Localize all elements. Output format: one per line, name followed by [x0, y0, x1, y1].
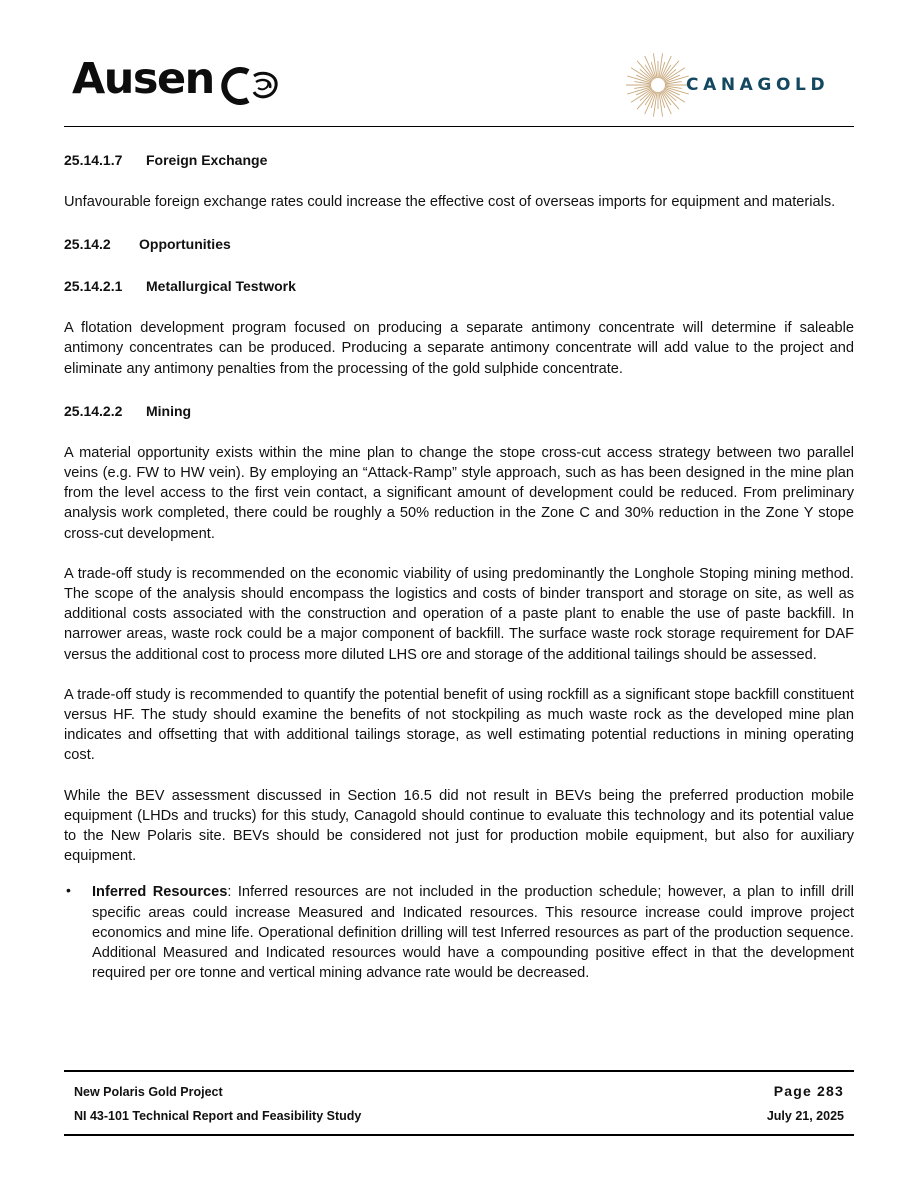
- bullet-body: : Inferred resources are not included in the production schedule; however, a plan to infill drill specific areas could increase Measured and Indicated resources. This resource increase could improve project economics and mine life. Operational definition drilling will test Inferred resources as part of the production sequence. Additional Measured and Indicated resources would have a compounding positive effect in that the development required per ore tonne and vertical mining advance rate would be decreased.: [92, 884, 854, 982]
- starburst-logo-icon: [624, 50, 694, 120]
- paragraph: A flotation development program focused on producing a separate antimony concentrate will determine if saleable antimony concentrates can be produced. Producing a separate antimony concentrate will add value to the project and eliminate any antimony penalties from the processing of the gold sulphide concentrate.: [64, 320, 854, 377]
- section-heading: [64, 234, 854, 254]
- footer-divider-top: [64, 1070, 854, 1072]
- section-title: Metallurgical Testwork: [146, 278, 296, 295]
- paragraph: Unfavourable foreign exchange rates could increase the effective cost of overseas imports for equipment and materials.: [64, 194, 836, 210]
- paragraph: A trade-off study is recommended on the economic viability of using predominantly the Longhole Stoping mining method. The scope of the analysis should encompass the logistics and costs of binder transport and storage on site, as well as additional costs associated with the construction and operation of a paste plant to enable the use of paste backfill. In narrower areas, waste rock could be a major component of backfill. The surface waste rock storage requirement for DAF versus the additional cost to process more diluted LHS ore and storage of the additional tailings should be assessed.: [64, 565, 854, 663]
- footer-page-number: Page 283: [773, 1083, 844, 1099]
- document-body: [64, 150, 854, 983]
- section-number: 25.14.1.7: [64, 152, 123, 168]
- bullet-dot: •: [66, 882, 71, 899]
- paragraph: A material opportunity exists within the mine plan to change the stope cross-cut access strategy between two parallel veins (e.g. FW to HW vein). By employing an “Attack-Ramp” style approach, such as has been designed in the mine plan from the level access to the first vein contact, a significant amount of development could be reduced. From preliminary analysis work completed, there could be roughly a 50% reduction in the Zone C and 30% reduction in the Zone Y stope cross-cut development.: [64, 444, 854, 542]
- bullet-lead: Inferred Resources: [92, 884, 228, 901]
- section-number: 25.14.2: [64, 236, 111, 253]
- canagold-logo-text: CANAGOLD: [686, 75, 830, 95]
- swirl-logo-icon: [218, 62, 282, 108]
- section-heading: [64, 401, 854, 421]
- section-title: Mining: [146, 402, 192, 419]
- section-number: 25.14.2.2: [64, 402, 123, 419]
- section-heading: [64, 150, 854, 170]
- footer-project: New Polaris Gold Project: [74, 1085, 223, 1099]
- bullet-item: [64, 882, 854, 983]
- ausenco-wordmark: Ausen: [72, 54, 214, 104]
- bullet-text: [92, 882, 854, 983]
- paragraph: A trade-off study is recommended to quantify the potential benefit of using rockfill as a significant stope backfill constituent versus HF. The study should examine the benefits of not stockpiling as much waste rock as the developed mine plan indicates and offsetting that with additional tailings storage, as well estimating potential reductions in mining operating cost.: [64, 686, 854, 764]
- section-title: Foreign Exchange: [146, 152, 268, 168]
- paragraph: While the BEV assessment discussed in Section 16.5 did not result in BEVs being the preferred production mobile equipment (LHDs and trucks) for this study, Canagold should continue to evaluate this technology and its potential value to the New Polaris site. BEVs should be considered not just for production mobile equipment, but also for auxiliary equipment.: [64, 787, 854, 865]
- canagold-logo: [624, 48, 846, 124]
- header-divider: [64, 126, 854, 127]
- section-heading: [64, 276, 854, 296]
- page-header: [64, 44, 854, 126]
- footer-divider-bottom: [64, 1134, 854, 1136]
- section-title: Opportunities: [139, 236, 231, 253]
- footer-report-title: NI 43-101 Technical Report and Feasibility Study: [74, 1109, 362, 1123]
- section-number: 25.14.2.1: [64, 278, 123, 295]
- page-footer: [64, 1070, 854, 1138]
- footer-date: July 21, 2025: [766, 1109, 844, 1123]
